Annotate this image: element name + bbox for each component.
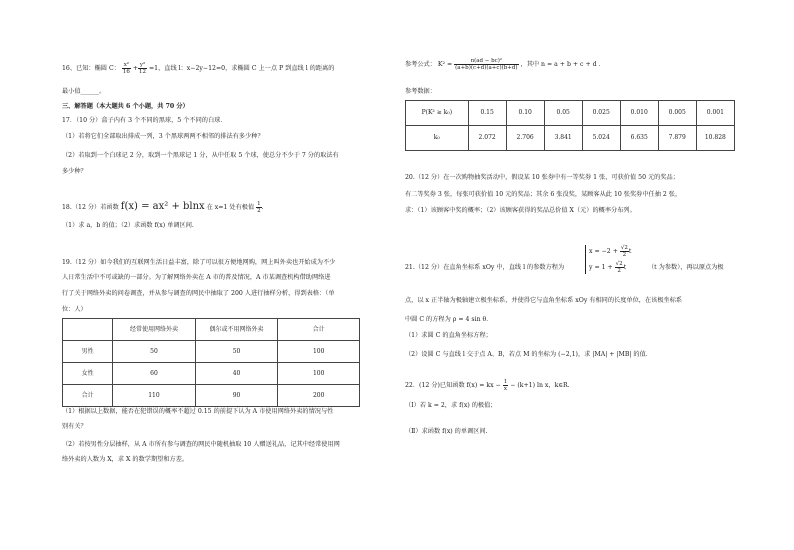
eq-frac: [615, 261, 624, 274]
eq-text: x = −2 +: [589, 248, 618, 256]
q22-text-a: 22．(12 分)已知函数 f(x) = kx −: [405, 382, 501, 390]
q18-line2: （1）求 a，b 的值；（2）求函数 f(x) 单调区间.: [62, 222, 194, 229]
frac-den: 16: [122, 69, 130, 76]
frac-den: 2: [622, 252, 627, 259]
eq-text: y = 1 +: [589, 264, 613, 272]
table-row: [63, 319, 360, 341]
q21-prefix: 21.（12 分）在直角坐标系 xOy 中，直线 l 的参数方程为: [405, 264, 565, 271]
q21-line2: 点，以 x 正半轴为极轴建立极坐标系，并使得它与直角坐标系 xOy 有相同的长度单位，在该极坐标系: [405, 297, 683, 304]
q17-line1: 17．（10 分）盒子内有 3 个不同的黑球，5 个不同的白球．: [62, 117, 227, 124]
table-cell: 合计: [63, 385, 113, 407]
q18-function: f(x) = ax² + blnx: [120, 201, 205, 213]
q22-line1: [405, 379, 570, 392]
table-row: [63, 385, 360, 407]
table-cell: 0.025: [582, 101, 620, 126]
frac-num: 1: [503, 379, 508, 385]
q22-text-b: − (k+1) ln x，k∈R.: [510, 382, 570, 390]
q19-line1: 19.（12 分）如今我们的互联网生活日益丰富，除了可以很方便地网购，网上叫外卖也开始成为不少: [62, 259, 336, 266]
table-cell: 100: [278, 341, 360, 363]
q20-line3: 求：（1）该顾客中奖的概率；（2）该顾客获得的奖品总价值 X（元）的概率分布列。: [405, 207, 636, 214]
table-row: [406, 126, 735, 151]
table-cell: 60: [113, 363, 196, 385]
frac-num: n(ad − bc)²: [454, 58, 518, 65]
table-cell: 200: [278, 385, 360, 407]
table-row: [63, 363, 360, 385]
q16-prefix: 16、已知：椭圆 C：: [62, 65, 120, 73]
frac-num: √2: [615, 261, 623, 268]
q19-after4: 络外卖的人数为 X，求 X 的数学期望和方差。: [62, 456, 189, 463]
table-cell: 100: [278, 363, 360, 385]
q19-after3: （2）若按男性分层抽样，从 A 市所有参与调查的网民中随机抽取 10 人赠送礼品，记其中经常使用网: [62, 441, 340, 448]
q17-line2: （1）若将它们全部取出排成一列，3 个黑球两两不相邻的排法有多少种？: [62, 133, 264, 140]
q21-parametric-system: [585, 245, 631, 274]
table-cell: 110: [113, 385, 196, 407]
q16-text: =1，直线 l：x−2y−12=0，求椭圆 C 上一点 P 到直线 l 的距离的: [148, 65, 335, 73]
section-heading: 三、解答题（本大题共 6 个小题，共 70 分）: [62, 103, 189, 110]
table-cell: 0.15: [468, 101, 506, 126]
ref-label: 参考公式：: [405, 61, 436, 69]
table-cell: 0.001: [696, 101, 734, 126]
ref-k2: K² =: [437, 61, 453, 69]
q19-line2: 人日常生活中不可或缺的一部分。为了解网络外卖在 A 市的普及情况，A 市某调查机构借助网络进: [62, 274, 331, 281]
ref-tail: ，其中 n = a + b + c + d ．: [520, 61, 605, 69]
reference-data-label: 参考数据：: [405, 88, 436, 95]
table-cell: 2.072: [468, 126, 506, 151]
frac-den: x: [503, 386, 508, 393]
q16-frac-y: [138, 62, 147, 75]
frac-num: 1: [257, 201, 261, 207]
table-cell: 偶尔或不用网络外卖: [195, 319, 278, 341]
q18-prefix: 18.（12 分）若函数: [62, 204, 119, 212]
q18-mid: 在 x=1 处有极值: [206, 204, 255, 212]
table-cell: 女性: [63, 363, 113, 385]
table-cell: k₀: [406, 126, 469, 151]
q22-line3: （Ⅱ）求函数 f(x) 的单调区间.: [405, 428, 488, 435]
eq-t: t: [628, 248, 632, 256]
table-cell: 50: [195, 341, 278, 363]
frac-den: (a+b)(c+d)(a+c)(b+d): [455, 65, 518, 72]
table-cell: 经常使用网络外卖: [113, 319, 196, 341]
table-cell: 90: [195, 385, 278, 407]
reference-formula: [405, 58, 605, 71]
table-cell: 合计: [278, 319, 360, 341]
table-cell: 0.05: [544, 101, 582, 126]
table-row: [406, 101, 735, 126]
q21-line3: 中圆 C 的方程为 ρ = 4 sin θ．: [405, 316, 493, 323]
q22-line2: （Ⅰ）若 k = 2，求 f(x) 的极值；: [405, 402, 497, 409]
q17-line3: （2）若取到一个白球记 2 分，取到一个黑球记 1 分，从中任取 5 个球，使总分不少于 7 分的取法有: [62, 152, 339, 159]
q16-line2: 最小值______。: [62, 88, 106, 95]
q21-eq2: [589, 261, 631, 274]
table-row: [63, 341, 360, 363]
q19-after1: （1）根据以上数据，能否在犯错误的概率不超过 0.15 的前提下认为 A 市使用网络外卖的情况与性: [62, 408, 334, 415]
table-cell: 2.706: [506, 126, 544, 151]
frac-den: 12: [139, 69, 147, 76]
frac-num: √2: [620, 245, 628, 251]
q19-line3: 行了关于网络外卖的问卷调查，并从参与调查的网民中抽取了 200 人进行抽样分析，得到表格：（单: [62, 290, 335, 297]
q16-frac-x: [122, 62, 131, 75]
question-18: [62, 201, 264, 214]
q20-line2: 有二等奖券 3 张，每张可获价值 10 元的奖品；其余 6 张没奖，某顾客从此 10 张奖券中任抽 2 张，: [405, 191, 682, 198]
table-cell: 0.10: [506, 101, 544, 126]
q18-end: .: [261, 204, 264, 212]
q21-eq1: [589, 245, 631, 258]
q20-line1: 20.（12 分）在一次购物抽奖活动中，假设某 10 张券中有一等奖券 1 张，可获价值 50 元的奖品；: [405, 174, 679, 181]
frac-den: 2: [257, 208, 261, 215]
q21-line5: （2）设圆 C 与直线 l 交于点 A、B，若点 M 的坐标为 (−2,1)，求 |MA| + |MB| 的值．: [405, 351, 652, 358]
table-cell: 0.005: [658, 101, 696, 126]
table-cell: P(K² ≥ k₀): [406, 101, 469, 126]
table-cell: 0.010: [620, 101, 658, 126]
q19-line4: 位：人）: [62, 306, 87, 313]
reference-table: [405, 100, 735, 151]
eq-frac: [620, 245, 629, 258]
table-cell: 5.024: [582, 126, 620, 151]
table-cell: 6.635: [620, 126, 658, 151]
frac-num: x²: [123, 62, 130, 68]
table-cell: 40: [195, 363, 278, 385]
eq-t: t: [623, 264, 627, 272]
table-cell: 10.828: [696, 126, 734, 151]
question-16: 16、已知：椭圆 C： $\frac{\text{x²}}{16}$ + $\frac{\text{y²}}{12}$ =1，直线 l：x−2y−12=0，求椭圆 C 上一点 P 到直线 l 的距离的: [62, 62, 335, 76]
ref-frac: [454, 58, 518, 71]
table-cell: 男性: [63, 341, 113, 363]
table-cell: 3.841: [544, 126, 582, 151]
frac-num: y²: [139, 62, 146, 68]
q19-after2: 别有关？: [62, 423, 87, 430]
frac-den: 2: [617, 268, 621, 275]
q21-param-note: （t 为参数），再以原点为极: [648, 264, 724, 271]
table-cell: 50: [113, 341, 196, 363]
q19-table: [62, 318, 360, 407]
q22-frac: [503, 379, 509, 392]
q17-line4: 多少种？: [62, 168, 87, 175]
table-cell: 7.879: [658, 126, 696, 151]
table-cell: [63, 319, 113, 341]
q21-line4: （1）求圆 C 的直角坐标方程；: [405, 332, 492, 339]
